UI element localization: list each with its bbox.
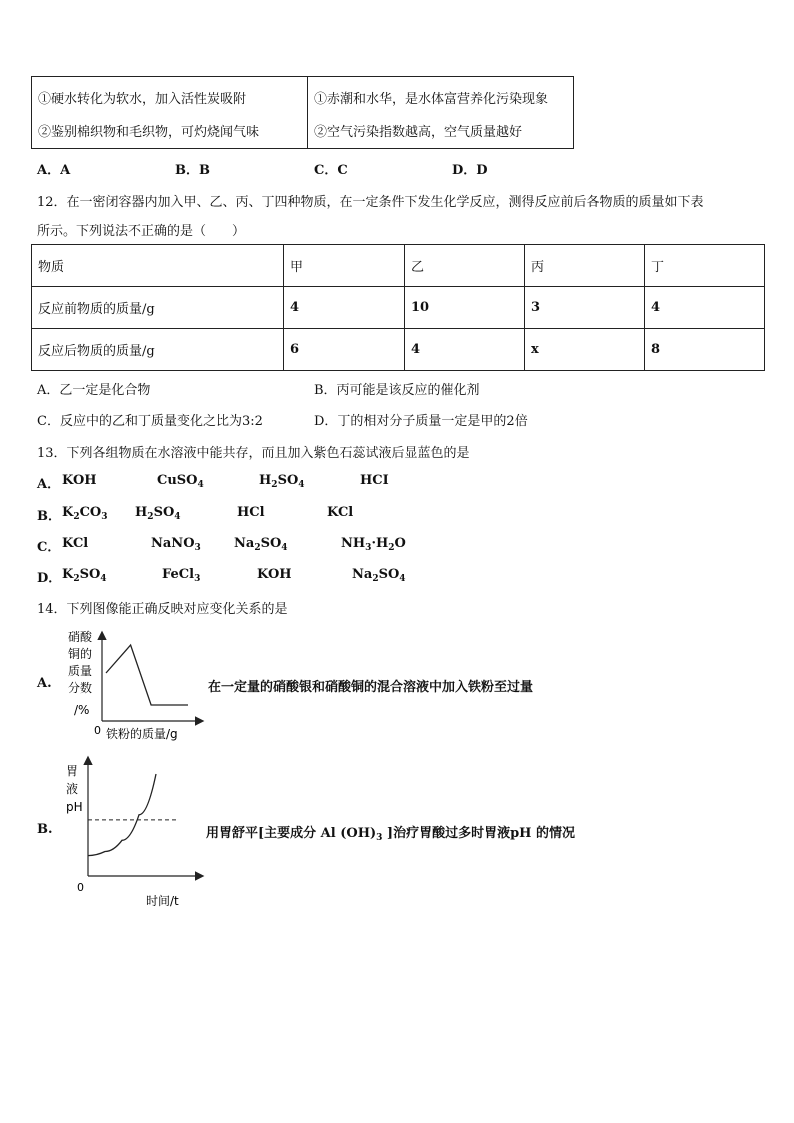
- q13-a-hci: HCI: [360, 473, 389, 488]
- q13-a-cuso4: CuSO$_4$: [157, 473, 204, 490]
- q11-option-a[interactable]: A．A: [37, 163, 71, 178]
- table-cell: 3: [525, 287, 645, 329]
- table-header-cell: 丁: [645, 245, 765, 287]
- q13-c-na2so4: $Na_2SO_4$: [234, 536, 288, 553]
- origin-label: 0: [77, 881, 84, 894]
- data-curve: [88, 774, 156, 856]
- q13-option-a-label[interactable]: A．: [37, 477, 61, 492]
- y-axis-label-line: 胃: [66, 764, 79, 778]
- table-cell: 反应后物质的质量/g: [32, 329, 284, 371]
- q14-graph-a: [60, 625, 210, 745]
- q12-option-d[interactable]: D．丁的相对分子质量一定是甲的2倍: [314, 414, 528, 429]
- table-cell: 4: [284, 287, 405, 329]
- q13-stem: 13．下列各组物质在水溶液中能共存，而且加入紫色石蕊试液后显蓝色的是: [37, 446, 470, 461]
- table-cell: 4: [405, 329, 525, 371]
- box-left-line1: ①硬水转化为软水，加入活性炭吸附: [38, 92, 247, 107]
- q14-option-b-description: 用胃舒平[主要成分 Al $(OH)_3$ ]治疗胃酸过多时胃液pH 的情况: [206, 826, 575, 843]
- q14-option-a-description: 在一定量的硝酸银和硝酸铜的混合溶液中加入铁粉至过量: [208, 680, 534, 695]
- q14-stem: 14．下列图像能正确反映对应变化关系的是: [37, 602, 288, 617]
- q14-graph-b: [60, 752, 210, 912]
- y-axis-label-line: 铜的: [68, 647, 93, 661]
- q13-d-na2so4: $Na_2SO_4$: [352, 567, 406, 584]
- table-header-row: [32, 245, 765, 287]
- q12-option-c[interactable]: C．反应中的乙和丁质量变化之比为3:2: [37, 414, 263, 429]
- q12-stem-line1: 12．在一密闭容器内加入甲、乙、丙、丁四种物质，在一定条件下发生化学反应，测得反应前后各物质的质量如下表: [37, 195, 704, 210]
- q13-a-h2so4: $H_2SO_4$: [259, 473, 305, 490]
- y-axis-label-line: 分数: [68, 681, 93, 695]
- data-line: [106, 645, 188, 705]
- q12-data-table: [31, 244, 765, 371]
- origin-label: 0: [94, 724, 101, 737]
- q14-option-b-label[interactable]: B.: [37, 822, 53, 837]
- table-cell: 4: [645, 287, 765, 329]
- table-cell: x: [525, 329, 645, 371]
- q13-b-kcl: KCl: [327, 505, 354, 520]
- q13-d-fecl3: FeCl$_3$: [162, 567, 201, 584]
- q14-option-a-label[interactable]: A.: [37, 676, 52, 691]
- table-cell: 10: [405, 287, 525, 329]
- q13-c-kcl: KCl: [62, 536, 89, 551]
- y-axis-label-line: pH: [66, 800, 83, 814]
- box-left-line2: ②鉴别棉织物和毛织物，可灼烧闻气味: [38, 125, 260, 140]
- q13-a-koh: KOH: [62, 473, 97, 488]
- q13-c-nh3h2o: $NH_3\cdot H_2O$: [341, 536, 406, 553]
- box-divider: [307, 77, 308, 148]
- table-row: [32, 329, 765, 371]
- x-axis-label: 铁粉的质量/g: [106, 727, 178, 741]
- y-axis-label-line: /%: [74, 703, 90, 717]
- box-right-line1: ①赤潮和水华，是水体富营养化污染现象: [314, 92, 549, 107]
- q13-c-nano3: NaNO$_3$: [151, 536, 201, 553]
- y-axis-label-line: 液: [66, 782, 79, 796]
- q13-d-k2so4: $K_2SO_4$: [62, 567, 107, 584]
- table-header-cell: 丙: [525, 245, 645, 287]
- q11-option-c[interactable]: C．C: [314, 163, 348, 178]
- table-cell: 反应前物质的质量/g: [32, 287, 284, 329]
- q11-option-d[interactable]: D．D: [452, 163, 488, 178]
- y-axis-label-line: 质量: [68, 664, 93, 678]
- q12-stem-line2: 所示。下列说法不正确的是（ ）: [37, 224, 246, 239]
- q13-b-k2co3: $K_2CO_3$: [62, 505, 108, 522]
- table-cell: 8: [645, 329, 765, 371]
- q13-b-h2so4: $H_2SO_4$: [135, 505, 181, 522]
- x-axis-label: 时间/t: [146, 894, 179, 908]
- y-axis-label-line: 硝酸: [68, 630, 93, 644]
- table-header-cell: 甲: [284, 245, 405, 287]
- table-header-cell: 乙: [405, 245, 525, 287]
- table-cell: 6: [284, 329, 405, 371]
- q12-option-a[interactable]: A．乙一定是化合物: [37, 383, 151, 398]
- q13-option-c-label[interactable]: C．: [37, 540, 61, 555]
- q11-option-box: [31, 76, 574, 149]
- q13-option-d-label[interactable]: D．: [37, 571, 62, 586]
- q13-d-koh: KOH: [257, 567, 292, 582]
- q13-option-b-label[interactable]: B．: [37, 509, 61, 524]
- table-header-cell: 物质: [32, 245, 284, 287]
- q11-option-b[interactable]: B．B: [175, 163, 210, 178]
- q13-b-hcl: HCl: [237, 505, 265, 520]
- box-right-line2: ②空气污染指数越高，空气质量越好: [314, 125, 523, 140]
- table-row: [32, 287, 765, 329]
- q12-option-b[interactable]: B．丙可能是该反应的催化剂: [314, 383, 480, 398]
